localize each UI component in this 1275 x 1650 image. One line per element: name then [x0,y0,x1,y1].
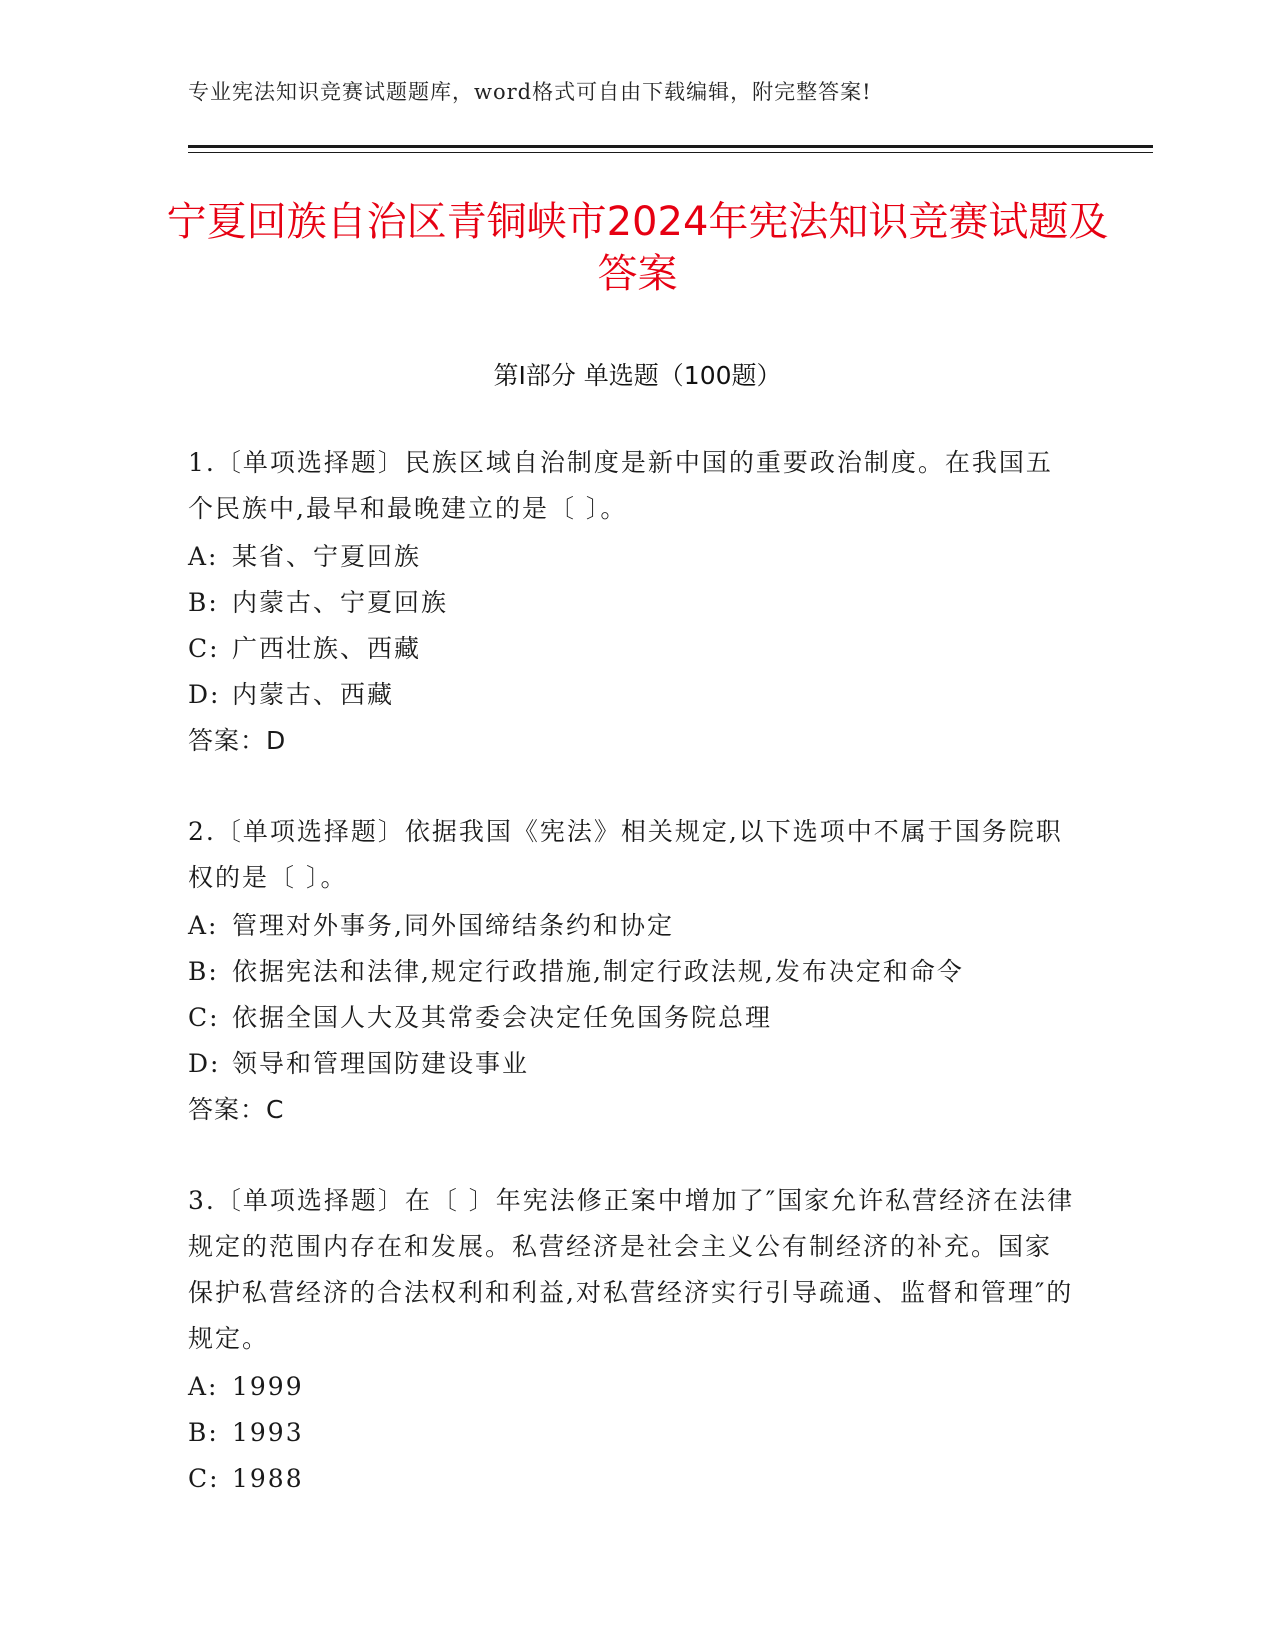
option-b [188,580,1078,626]
option-key: C: [188,634,220,663]
option-key: C: [188,1003,220,1032]
question-list [188,440,1078,1547]
option-a [188,534,1078,580]
question-1 [188,440,1078,764]
answer: 答案：C [188,1095,285,1124]
option-text: 1988 [232,1464,304,1493]
header-divider-thin [188,152,1153,153]
option-d [188,672,1078,718]
option-b [188,949,1078,995]
question-3 [188,1178,1078,1502]
header-note: 专业宪法知识竞赛试题题库，word格式可自由下载编辑，附完整答案! [188,80,872,104]
option-text: 管理对外事务,同外国缔结条约和协定 [232,911,674,940]
option-text: 内蒙古、西藏 [232,680,395,709]
option-text: 广西壮族、西藏 [232,634,422,663]
header-divider-thick [188,145,1153,148]
question-2 [188,809,1078,1133]
option-text: 1993 [232,1418,304,1447]
option-key: C: [188,1464,220,1493]
question-stem: 1.〔单项选择题〕民族区域自治制度是新中国的重要政治制度。在我国五个民族中,最早和最晚建立的是〔 〕。 [188,448,1053,523]
question-stem: 2.〔单项选择题〕依据我国《宪法》相关规定,以下选项中不属于国务院职权的是〔 〕。 [188,817,1063,892]
option-key: A: [188,911,219,940]
option-c [188,1456,1078,1502]
option-key: B: [188,588,219,617]
option-text: 内蒙古、宁夏回族 [232,588,449,617]
option-key: D: [188,1049,221,1078]
option-a [188,903,1078,949]
option-key: D: [188,680,221,709]
answer: 答案：D [188,726,287,755]
section-heading: 第Ⅰ部分 单选题（100题） [493,361,782,390]
option-b [188,1410,1078,1456]
option-c [188,626,1078,672]
option-d [188,1041,1078,1087]
option-key: B: [188,957,219,986]
option-key: A: [188,1372,219,1401]
option-text: 依据宪法和法律,规定行政措施,制定行政法规,发布决定和命令 [232,957,964,986]
document-title: 宁夏回族自治区青铜峡市2024年宪法知识竞赛试题及答案 [166,199,1109,297]
option-key: A: [188,542,219,571]
question-stem: 3.〔单项选择题〕在〔 〕年宪法修正案中增加了″国家允许私营经济在法律规定的范围内存在和发展。私营经济是社会主义公有制经济的补充。国家保护私营经济的合法权利和利益,对私营经济实行引导疏通、监督和管理″的规定。 [188,1186,1075,1353]
option-text: 领导和管理国防建设事业 [232,1049,530,1078]
option-c [188,995,1078,1041]
option-a [188,1364,1078,1410]
option-key: B: [188,1418,219,1447]
option-text: 1999 [232,1372,304,1401]
option-text: 依据全国人大及其常委会决定任免国务院总理 [232,1003,773,1032]
option-text: 某省、宁夏回族 [232,542,422,571]
